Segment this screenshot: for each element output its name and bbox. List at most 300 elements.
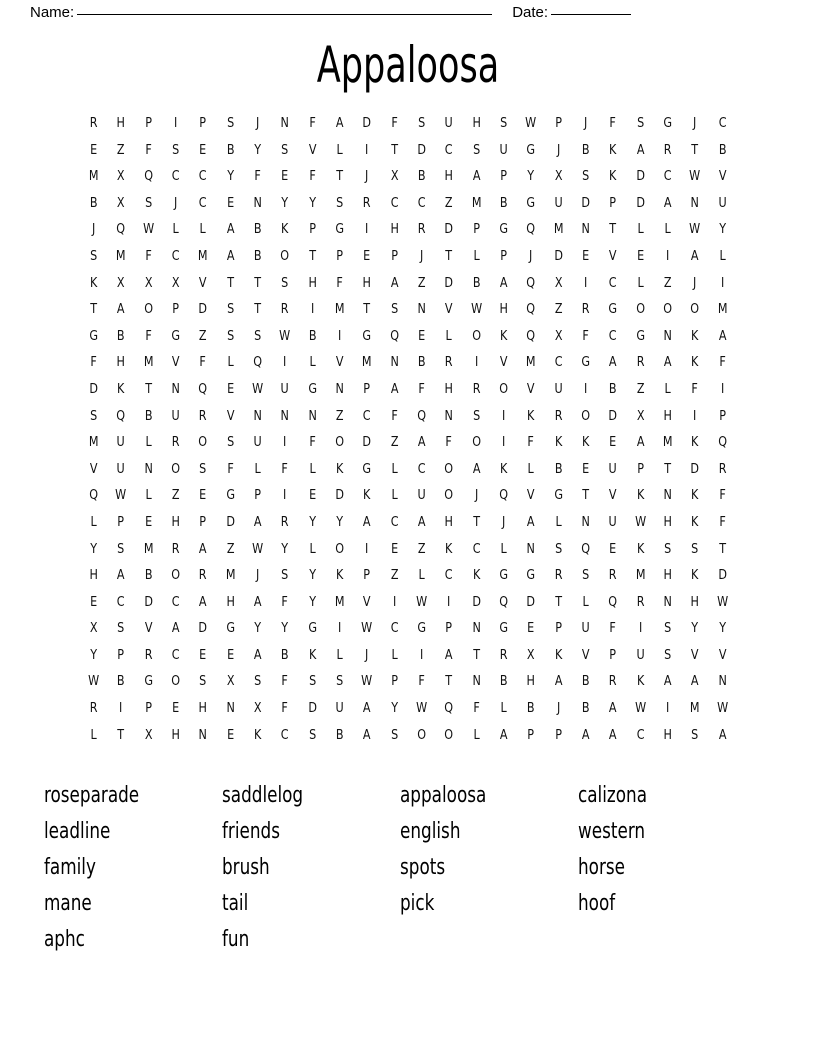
grid-cell[interactable]: U	[718, 194, 727, 211]
grid-cell[interactable]: Y	[90, 540, 98, 557]
word-list-item[interactable]: fun	[222, 927, 250, 952]
grid-cell[interactable]: G	[307, 620, 317, 637]
grid-cell[interactable]: Y	[281, 194, 289, 211]
grid-cell[interactable]: N	[280, 407, 290, 424]
grid-cell[interactable]: L	[637, 221, 644, 238]
grid-cell[interactable]: F	[281, 673, 289, 690]
grid-cell[interactable]: L	[418, 567, 425, 584]
grid-cell[interactable]: Z	[390, 567, 399, 584]
grid-cell[interactable]: M	[553, 221, 564, 238]
grid-cell[interactable]: C	[363, 407, 371, 424]
grid-cell[interactable]: Z	[554, 301, 563, 318]
grid-cell[interactable]: V	[718, 646, 727, 663]
grid-cell[interactable]: H	[308, 274, 317, 291]
grid-cell[interactable]: L	[309, 460, 316, 477]
grid-cell[interactable]: P	[445, 620, 453, 637]
grid-cell[interactable]: E	[636, 247, 644, 264]
grid-cell[interactable]: S	[582, 567, 590, 584]
grid-cell[interactable]: C	[171, 247, 180, 264]
grid-cell[interactable]: F	[145, 141, 152, 158]
grid-cell[interactable]: G	[89, 327, 98, 344]
grid-cell[interactable]: T	[144, 380, 152, 397]
grid-cell[interactable]: F	[336, 274, 343, 291]
grid-cell[interactable]: F	[391, 407, 398, 424]
grid-cell[interactable]: M	[334, 301, 345, 318]
grid-cell[interactable]: D	[553, 247, 563, 264]
grid-cell[interactable]: N	[581, 513, 590, 530]
grid-cell[interactable]: B	[117, 327, 125, 344]
grid-cell[interactable]: I	[337, 327, 342, 344]
grid-cell[interactable]: A	[417, 513, 426, 530]
grid-cell[interactable]: B	[527, 700, 535, 717]
grid-cell[interactable]: S	[336, 194, 344, 211]
grid-cell[interactable]: Y	[691, 620, 699, 637]
grid-cell[interactable]: C	[390, 194, 399, 211]
grid-cell[interactable]: W	[716, 700, 728, 717]
grid-cell[interactable]: N	[253, 407, 262, 424]
grid-cell[interactable]: N	[472, 620, 481, 637]
grid-cell[interactable]: I	[392, 593, 396, 610]
grid-cell[interactable]: I	[474, 354, 478, 371]
grid-cell[interactable]: T	[472, 646, 480, 663]
grid-cell[interactable]: N	[253, 194, 262, 211]
grid-cell[interactable]: B	[117, 673, 125, 690]
grid-cell[interactable]: D	[417, 141, 426, 158]
grid-cell[interactable]: D	[307, 700, 317, 717]
grid-cell[interactable]: K	[554, 434, 562, 451]
grid-cell[interactable]: C	[390, 620, 399, 637]
grid-cell[interactable]: I	[365, 540, 369, 557]
grid-cell[interactable]: I	[720, 274, 724, 291]
grid-cell[interactable]: U	[554, 194, 563, 211]
grid-cell[interactable]: K	[335, 567, 344, 584]
grid-cell[interactable]: K	[636, 487, 644, 504]
grid-cell[interactable]: P	[718, 407, 726, 424]
grid-cell[interactable]: G	[526, 141, 536, 158]
grid-cell[interactable]: W	[279, 327, 291, 344]
grid-cell[interactable]: O	[335, 540, 345, 557]
grid-cell[interactable]: Q	[717, 434, 727, 451]
grid-cell[interactable]: O	[171, 673, 181, 690]
grid-cell[interactable]: O	[417, 726, 426, 743]
grid-cell[interactable]: S	[226, 327, 234, 344]
grid-cell[interactable]: Q	[499, 487, 508, 504]
grid-cell[interactable]: T	[691, 141, 699, 158]
grid-cell[interactable]: Y	[281, 620, 289, 637]
grid-cell[interactable]: O	[171, 567, 181, 584]
grid-cell[interactable]: R	[281, 513, 289, 530]
grid-cell[interactable]: B	[144, 567, 153, 584]
grid-cell[interactable]: E	[418, 327, 426, 344]
grid-cell[interactable]: P	[554, 726, 562, 743]
grid-cell[interactable]: W	[361, 673, 373, 690]
grid-cell[interactable]: F	[254, 168, 261, 185]
grid-cell[interactable]: A	[253, 593, 262, 610]
grid-cell[interactable]: Y	[226, 168, 234, 185]
grid-cell[interactable]: S	[117, 540, 125, 557]
grid-cell[interactable]: O	[198, 434, 208, 451]
grid-cell[interactable]: P	[390, 673, 398, 690]
grid-cell[interactable]: A	[663, 194, 672, 211]
grid-cell[interactable]: M	[362, 354, 372, 371]
grid-cell[interactable]: F	[90, 354, 97, 371]
grid-cell[interactable]: O	[471, 434, 481, 451]
grid-cell[interactable]: T	[226, 274, 234, 291]
grid-cell[interactable]: I	[693, 407, 697, 424]
grid-cell[interactable]: U	[581, 620, 590, 637]
grid-cell[interactable]: J	[583, 115, 588, 131]
word-list-item[interactable]: roseparade	[44, 783, 140, 808]
grid-cell[interactable]: J	[365, 168, 369, 185]
grid-cell[interactable]: W	[361, 620, 373, 637]
grid-cell[interactable]: K	[636, 673, 644, 690]
grid-cell[interactable]: W	[88, 673, 100, 690]
grid-cell[interactable]: Y	[308, 513, 316, 530]
grid-cell[interactable]: V	[363, 593, 371, 610]
grid-cell[interactable]: L	[500, 700, 507, 717]
grid-cell[interactable]: P	[117, 513, 125, 530]
grid-cell[interactable]: K	[89, 274, 98, 291]
grid-cell[interactable]: D	[335, 487, 344, 504]
grid-cell[interactable]: J	[529, 247, 533, 264]
grid-cell[interactable]: X	[144, 726, 153, 743]
grid-cell[interactable]: O	[280, 247, 290, 264]
grid-cell[interactable]: Q	[198, 380, 208, 397]
grid-cell[interactable]: P	[199, 513, 207, 530]
grid-cell[interactable]: S	[144, 194, 152, 211]
grid-cell[interactable]: Z	[663, 274, 672, 291]
grid-cell[interactable]: W	[689, 221, 701, 238]
grid-cell[interactable]: T	[718, 540, 726, 557]
grid-cell[interactable]: Z	[445, 194, 453, 211]
grid-cell[interactable]: S	[472, 407, 480, 424]
grid-cell[interactable]: S	[336, 673, 344, 690]
grid-cell[interactable]: F	[391, 115, 398, 131]
grid-cell[interactable]: L	[336, 646, 343, 663]
grid-cell[interactable]: F	[609, 115, 617, 131]
grid-cell[interactable]: R	[363, 194, 371, 211]
grid-cell[interactable]: F	[527, 434, 535, 451]
grid-cell[interactable]: K	[499, 327, 508, 344]
grid-cell[interactable]: P	[172, 301, 180, 318]
grid-cell[interactable]: W	[115, 487, 127, 504]
grid-cell[interactable]: K	[609, 168, 617, 185]
grid-cell[interactable]: V	[581, 646, 590, 663]
grid-cell[interactable]: Z	[417, 274, 426, 291]
grid-cell[interactable]: Z	[636, 380, 645, 397]
grid-cell[interactable]: S	[226, 115, 234, 131]
grid-cell[interactable]: B	[253, 221, 262, 238]
grid-cell[interactable]: F	[691, 380, 699, 397]
grid-cell[interactable]: B	[253, 247, 262, 264]
grid-cell[interactable]: M	[143, 540, 154, 557]
grid-cell[interactable]: O	[663, 301, 672, 318]
grid-cell[interactable]: Q	[499, 593, 508, 610]
grid-cell[interactable]: F	[309, 168, 316, 185]
grid-cell[interactable]: P	[308, 221, 316, 238]
grid-cell[interactable]: O	[143, 301, 153, 318]
grid-cell[interactable]: N	[226, 700, 235, 717]
grid-cell[interactable]: Q	[581, 540, 590, 557]
grid-cell[interactable]: X	[554, 274, 563, 291]
grid-cell[interactable]: N	[308, 407, 317, 424]
grid-cell[interactable]: N	[444, 407, 454, 424]
grid-cell[interactable]: S	[691, 726, 699, 743]
grid-cell[interactable]: G	[581, 354, 590, 371]
grid-cell[interactable]: J	[474, 487, 478, 504]
grid-cell[interactable]: F	[309, 434, 316, 451]
grid-cell[interactable]: Y	[390, 700, 398, 717]
grid-cell[interactable]: M	[88, 434, 99, 451]
grid-cell[interactable]: S	[554, 540, 562, 557]
grid-cell[interactable]: N	[663, 327, 672, 344]
grid-cell[interactable]: O	[444, 460, 454, 477]
grid-cell[interactable]: S	[582, 168, 590, 185]
grid-cell[interactable]: H	[663, 513, 672, 530]
grid-cell[interactable]: S	[199, 460, 207, 477]
grid-cell[interactable]: F	[281, 460, 289, 477]
grid-cell[interactable]: R	[445, 354, 453, 371]
grid-cell[interactable]: M	[526, 354, 536, 371]
grid-cell[interactable]: T	[117, 726, 125, 743]
grid-cell[interactable]: T	[254, 301, 262, 318]
grid-cell[interactable]: P	[254, 487, 262, 504]
grid-cell[interactable]: U	[253, 434, 262, 451]
grid-cell[interactable]: Q	[526, 301, 536, 318]
grid-cell[interactable]: C	[390, 513, 399, 530]
grid-cell[interactable]: R	[472, 380, 481, 397]
grid-cell[interactable]: E	[609, 434, 617, 451]
grid-cell[interactable]: A	[718, 726, 727, 743]
grid-cell[interactable]: H	[362, 274, 372, 291]
grid-cell[interactable]: Q	[526, 327, 536, 344]
grid-cell[interactable]: W	[634, 513, 646, 530]
grid-cell[interactable]: J	[419, 247, 424, 264]
grid-cell[interactable]: J	[92, 221, 96, 238]
grid-cell[interactable]: S	[500, 115, 508, 131]
grid-cell[interactable]: C	[199, 194, 207, 211]
grid-cell[interactable]: L	[145, 434, 152, 451]
grid-cell[interactable]: C	[117, 593, 125, 610]
grid-cell[interactable]: A	[609, 726, 617, 743]
name-write-line[interactable]	[77, 13, 492, 15]
grid-cell[interactable]: A	[663, 354, 672, 371]
grid-cell[interactable]: A	[636, 434, 645, 451]
grid-cell[interactable]: M	[717, 301, 728, 318]
grid-cell[interactable]: J	[693, 274, 697, 291]
grid-cell[interactable]: T	[90, 301, 98, 318]
grid-cell[interactable]: W	[252, 540, 264, 557]
grid-cell[interactable]: C	[171, 646, 180, 663]
grid-cell[interactable]: H	[116, 354, 126, 371]
grid-cell[interactable]: B	[281, 646, 289, 663]
grid-cell[interactable]: L	[90, 726, 97, 743]
grid-cell[interactable]: K	[117, 380, 125, 397]
grid-cell[interactable]: G	[663, 115, 672, 131]
grid-cell[interactable]: Q	[389, 327, 399, 344]
grid-cell[interactable]: J	[501, 513, 506, 530]
grid-cell[interactable]: I	[310, 301, 314, 318]
grid-cell[interactable]: G	[608, 301, 618, 318]
grid-cell[interactable]: Q	[444, 700, 454, 717]
grid-cell[interactable]: L	[473, 726, 480, 743]
word-list-item[interactable]: spots	[400, 855, 446, 880]
grid-cell[interactable]: D	[89, 380, 98, 397]
grid-cell[interactable]: G	[499, 221, 508, 238]
grid-cell[interactable]: X	[89, 620, 98, 637]
grid-cell[interactable]: K	[499, 460, 508, 477]
grid-cell[interactable]: B	[144, 407, 153, 424]
grid-cell[interactable]: S	[199, 673, 207, 690]
word-list-item[interactable]: hoof	[578, 891, 616, 916]
grid-cell[interactable]: I	[365, 221, 369, 238]
grid-cell[interactable]: F	[582, 327, 589, 344]
grid-cell[interactable]: T	[664, 460, 671, 477]
word-list-item[interactable]: pick	[400, 891, 435, 916]
grid-cell[interactable]: U	[335, 700, 344, 717]
grid-cell[interactable]: R	[417, 221, 426, 238]
grid-cell[interactable]: E	[90, 593, 98, 610]
grid-cell[interactable]: Q	[143, 168, 153, 185]
grid-cell[interactable]: D	[225, 513, 235, 530]
grid-cell[interactable]: Q	[417, 407, 426, 424]
grid-cell[interactable]: H	[226, 593, 235, 610]
grid-cell[interactable]: C	[608, 327, 617, 344]
grid-cell[interactable]: Y	[308, 194, 316, 211]
grid-cell[interactable]: K	[554, 646, 562, 663]
grid-cell[interactable]: L	[391, 646, 398, 663]
grid-cell[interactable]: Z	[171, 487, 180, 504]
grid-cell[interactable]: R	[281, 301, 289, 318]
grid-cell[interactable]: W	[634, 700, 646, 717]
grid-cell[interactable]: E	[582, 247, 590, 264]
grid-cell[interactable]: R	[89, 115, 98, 131]
grid-cell[interactable]: A	[363, 726, 371, 743]
grid-cell[interactable]: S	[663, 646, 672, 663]
grid-cell[interactable]: D	[144, 593, 153, 610]
grid-cell[interactable]: L	[473, 247, 480, 264]
word-list-item[interactable]: western	[578, 819, 646, 844]
grid-cell[interactable]: O	[444, 487, 454, 504]
grid-cell[interactable]: E	[199, 487, 207, 504]
grid-cell[interactable]: R	[199, 407, 207, 424]
grid-cell[interactable]: K	[636, 540, 644, 557]
grid-cell[interactable]: K	[445, 540, 453, 557]
grid-cell[interactable]: U	[608, 460, 617, 477]
grid-cell[interactable]: E	[90, 141, 98, 158]
grid-cell[interactable]: S	[254, 327, 262, 344]
grid-cell[interactable]: I	[283, 434, 287, 451]
grid-cell[interactable]: F	[281, 593, 289, 610]
grid-cell[interactable]: K	[527, 407, 535, 424]
grid-cell[interactable]: K	[691, 513, 699, 530]
grid-cell[interactable]: K	[363, 487, 371, 504]
word-list-item[interactable]: brush	[222, 855, 270, 880]
grid-cell[interactable]: W	[416, 593, 428, 610]
grid-cell[interactable]: S	[390, 301, 398, 318]
grid-cell[interactable]: Q	[116, 407, 126, 424]
grid-cell[interactable]: V	[691, 646, 699, 663]
grid-cell[interactable]: N	[198, 726, 208, 743]
grid-cell[interactable]: D	[581, 194, 590, 211]
grid-cell[interactable]: T	[363, 301, 371, 318]
grid-cell[interactable]: S	[308, 726, 316, 743]
grid-cell[interactable]: V	[308, 141, 317, 158]
grid-cell[interactable]: S	[172, 141, 180, 158]
grid-cell[interactable]: A	[363, 513, 371, 530]
word-list-item[interactable]: horse	[578, 855, 625, 880]
grid-cell[interactable]: I	[501, 407, 506, 424]
grid-cell[interactable]: N	[472, 673, 481, 690]
grid-cell[interactable]: K	[691, 327, 699, 344]
grid-cell[interactable]: W	[252, 380, 264, 397]
grid-cell[interactable]: F	[199, 354, 207, 371]
grid-cell[interactable]: P	[609, 194, 617, 211]
grid-cell[interactable]: S	[281, 567, 289, 584]
grid-cell[interactable]: A	[226, 221, 235, 238]
grid-cell[interactable]: I	[665, 700, 670, 717]
grid-cell[interactable]: F	[145, 247, 152, 264]
grid-cell[interactable]: K	[335, 460, 344, 477]
grid-cell[interactable]: X	[253, 700, 262, 717]
grid-cell[interactable]: G	[553, 487, 563, 504]
grid-cell[interactable]: A	[472, 168, 481, 185]
grid-cell[interactable]: M	[198, 247, 208, 264]
grid-cell[interactable]: D	[444, 274, 454, 291]
grid-cell[interactable]: K	[691, 487, 699, 504]
grid-cell[interactable]: K	[308, 646, 316, 663]
grid-cell[interactable]: N	[690, 194, 700, 211]
grid-cell[interactable]: T	[445, 247, 453, 264]
grid-cell[interactable]: Y	[90, 646, 98, 663]
word-list-item[interactable]: calizona	[578, 783, 648, 808]
grid-cell[interactable]: C	[445, 567, 453, 584]
grid-cell[interactable]: Q	[526, 221, 536, 238]
grid-cell[interactable]: D	[471, 593, 481, 610]
grid-cell[interactable]: Z	[335, 407, 344, 424]
grid-cell[interactable]: A	[554, 673, 563, 690]
grid-cell[interactable]: L	[582, 593, 589, 610]
grid-cell[interactable]: I	[419, 646, 424, 663]
grid-cell[interactable]: N	[417, 301, 426, 318]
grid-cell[interactable]: L	[637, 274, 644, 291]
grid-cell[interactable]: I	[501, 434, 506, 451]
grid-cell[interactable]: T	[390, 141, 398, 158]
grid-cell[interactable]: N	[718, 673, 727, 690]
grid-cell[interactable]: V	[171, 354, 180, 371]
grid-cell[interactable]: W	[416, 700, 428, 717]
grid-cell[interactable]: A	[499, 274, 508, 291]
grid-cell[interactable]: M	[334, 593, 345, 610]
grid-cell[interactable]: N	[663, 487, 672, 504]
grid-cell[interactable]: D	[444, 221, 454, 238]
grid-cell[interactable]: G	[526, 194, 536, 211]
grid-cell[interactable]: A	[472, 460, 481, 477]
grid-cell[interactable]: H	[116, 115, 126, 131]
grid-cell[interactable]: V	[144, 620, 153, 637]
grid-cell[interactable]: E	[308, 487, 316, 504]
grid-cell[interactable]: S	[226, 434, 234, 451]
grid-cell[interactable]: V	[89, 460, 98, 477]
grid-cell[interactable]: R	[199, 567, 207, 584]
grid-cell[interactable]: U	[608, 513, 617, 530]
grid-cell[interactable]: P	[117, 646, 125, 663]
grid-cell[interactable]: E	[144, 513, 152, 530]
grid-cell[interactable]: E	[226, 726, 234, 743]
grid-cell[interactable]: T	[308, 247, 316, 264]
grid-cell[interactable]: H	[499, 301, 508, 318]
grid-cell[interactable]: U	[417, 487, 426, 504]
